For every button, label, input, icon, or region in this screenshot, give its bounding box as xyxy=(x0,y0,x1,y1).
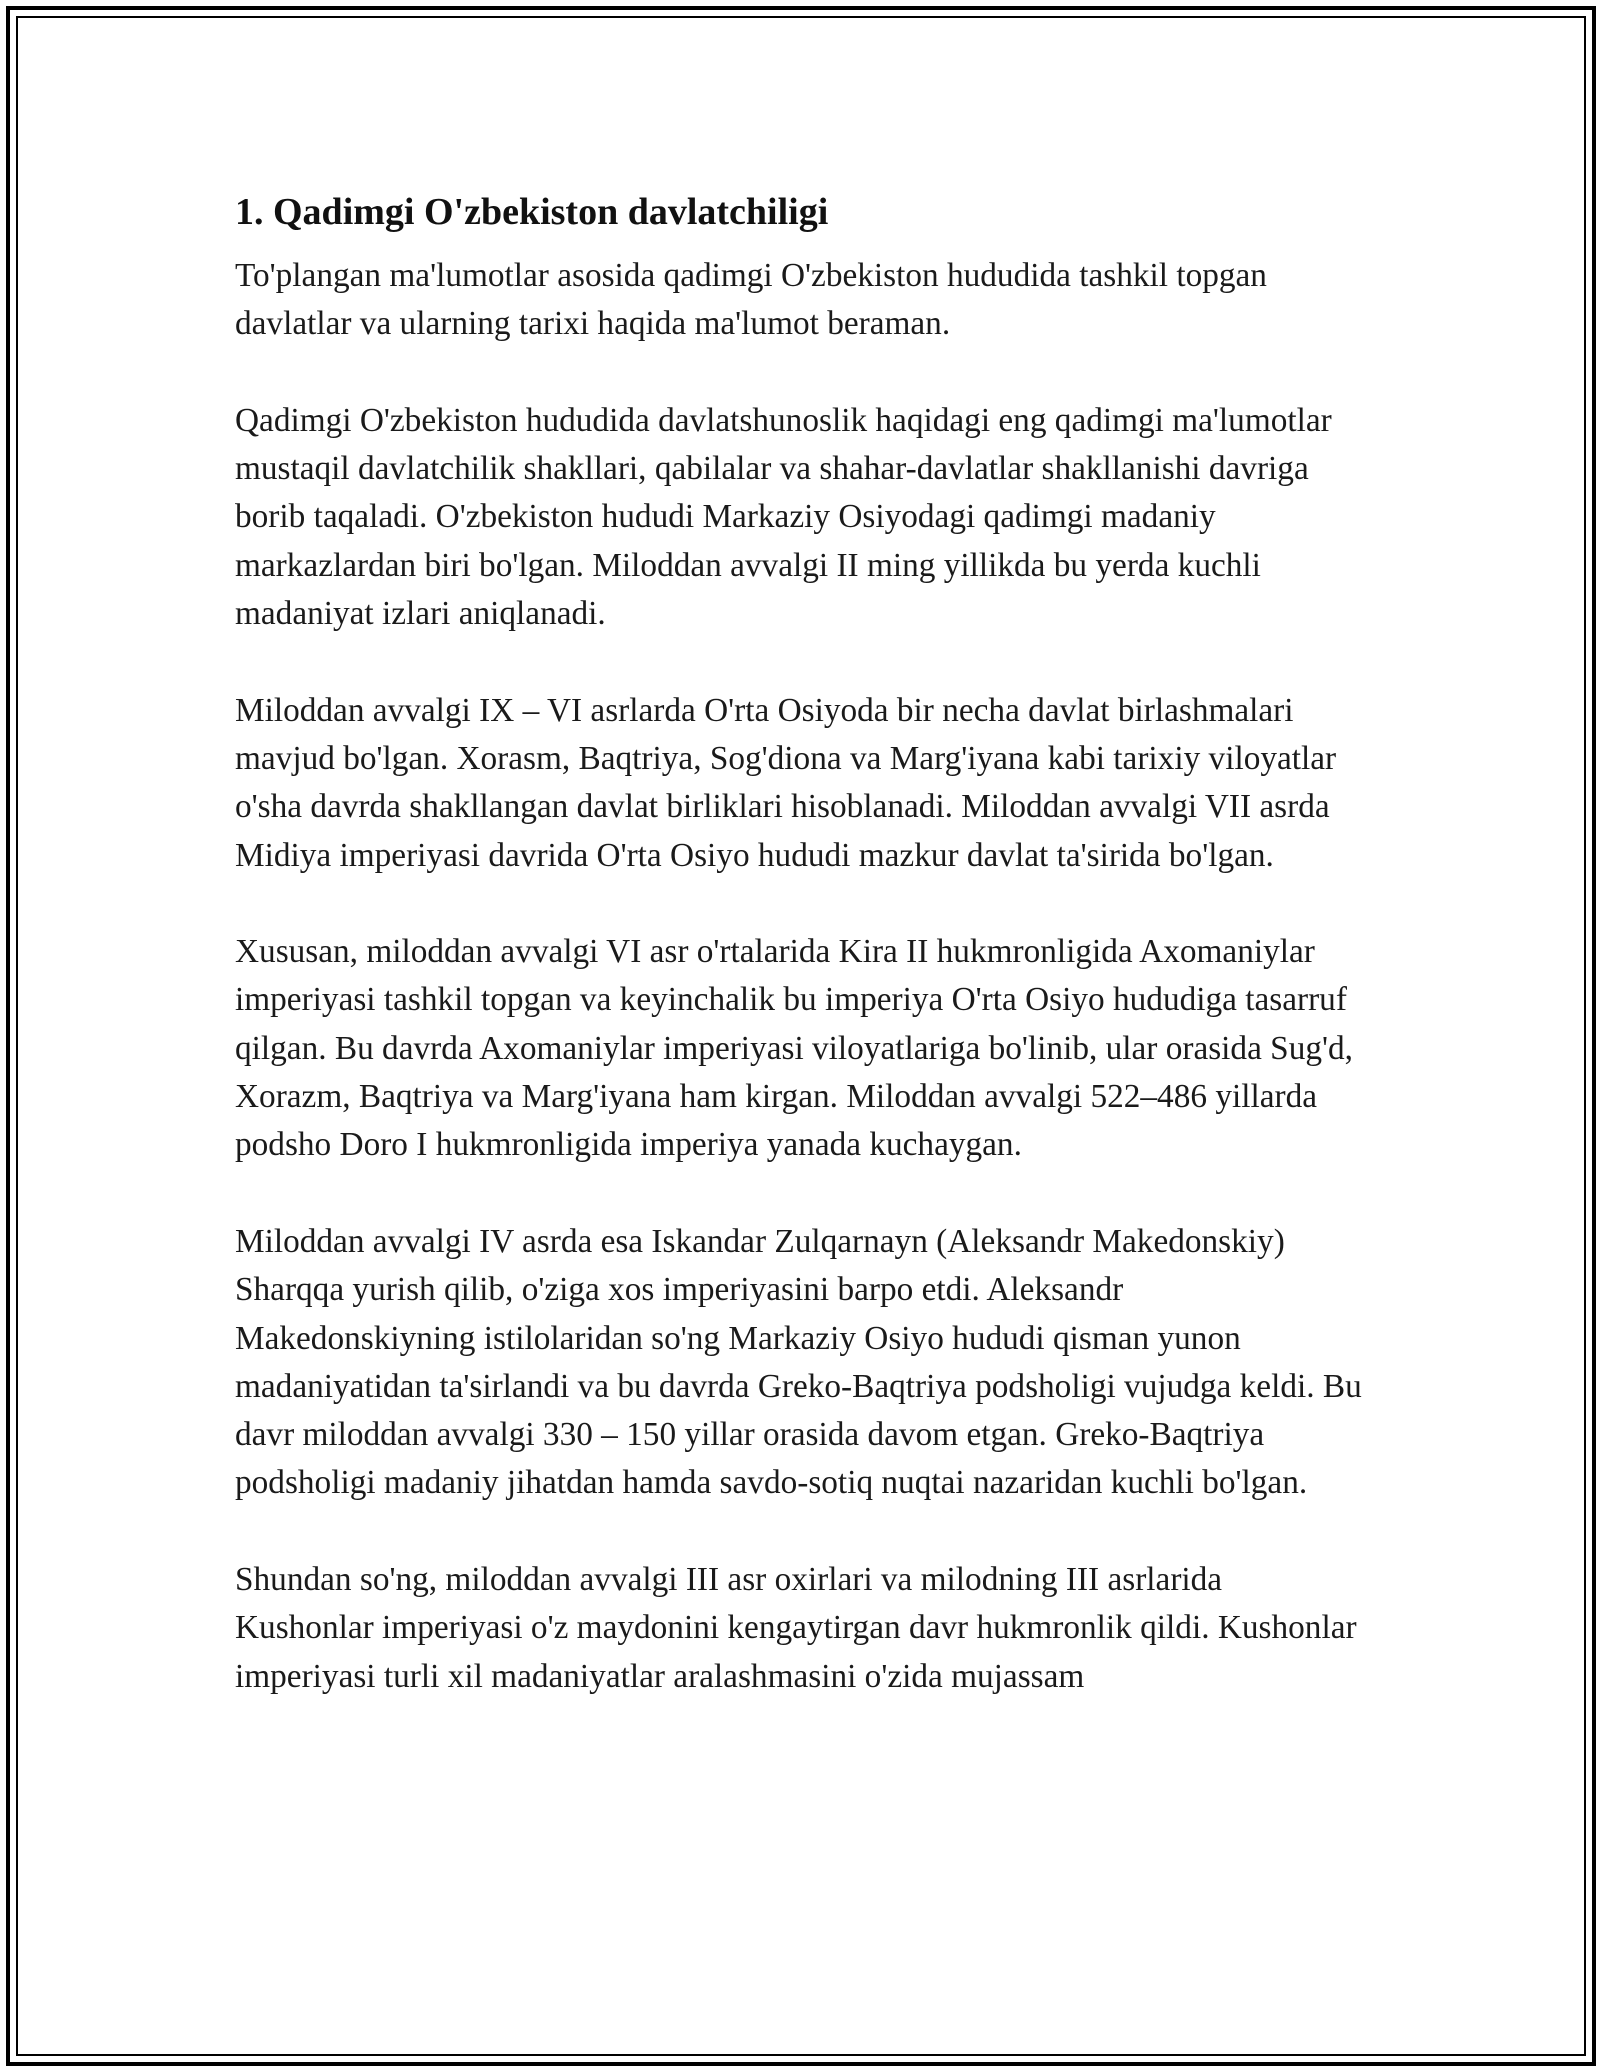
paragraph-kushan: Shundan so'ng, miloddan avvalgi III asr oxirlari va milodning III asrlarida Kushonlar imperiyasi o'z maydonini kengaytirgan davr hukmronlik qildi. Kushonlar imperiyasi turli xil madaniyatlar aralashmasini o'zida mujassam xyxy=(235,1561,1357,1695)
document-body xyxy=(235,188,1365,1749)
paragraph-achaemenid: Xususan, miloddan avvalgi VI asr o'rtalarida Kira II hukmronligida Axomaniylar imperiyasi tashkil topgan va keyinchalik bu imperiya O'rta Osiyo hududiga tasarruf qilgan. Bu davrda Axomaniylar imperiyasi viloyatlariga bo'linib, ular orasida Sug'd, Xorazm, Baqtriya va Marg'iyana ham kirgan. Miloddan avvalgi 522–486 yillarda podsho Doro I hukmronligida imperiya yanada kuchaygan. xyxy=(235,933,1353,1164)
document-title: 1. Qadimgi O'zbekiston davlatchiligi xyxy=(235,191,829,233)
paragraph-greco-bactrian: Miloddan avvalgi IV asrda esa Iskandar Zulqarnayn (Aleksandr Makedonskiy) Sharqqa yurish qilib, o'ziga xos imperiyasini barpo etdi. Aleksandr Makedonskiyning istilolaridan so'ng Markaziy Osiyo hududi qisman yunon madaniyatidan ta'sirlandi va bu davrda Greko-Baqtriya podsholigi vujudga keldi. Bu davr miloddan avvalgi 330 – 150 yillar orasida davom etgan. Greko-Baqtriya podsholigi madaniy jihatdan hamda savdo-sotiq nuqtai nazaridan kuchli bo'lgan. xyxy=(235,1222,1362,1502)
paragraph-early-unions: Miloddan avvalgi IX – VI asrlarda O'rta Osiyoda bir necha davlat birlashmalari mavjud bo'lgan. Xorasm, Baqtriya, Sog'diona va Marg'iyana kabi tarixiy viloyatlar o'sha davrda shakllangan davlat birliklari hisoblanadi. Miloddan avvalgi VII asrda Midiya imperiyasi davrida O'rta Osiyo hududi mazkur davlat ta'sirida bo'lgan. xyxy=(235,691,1337,874)
paragraph-ancient-statehood: Qadimgi O'zbekiston hududida davlatshunoslik haqidagi eng qadimgi ma'lumotlar mustaqil davlatchilik shakllari, qabilalar va shahar-davlatlar shakllanishi davriga borib taqaladi. O'zbekiston hududi Markaziy Osiyodagi qadimgi madaniy markazlardan biri bo'lgan. Miloddan avvalgi II ming yillikda bu yerda kuchli madaniyat izlari aniqlanadi. xyxy=(235,401,1332,633)
paragraph-intro: To'plangan ma'lumotlar asosida qadimgi O'zbekiston hududida tashkil topgan davlatlar va ularning tarixi haqida ma'lumot beraman. xyxy=(235,257,1267,343)
